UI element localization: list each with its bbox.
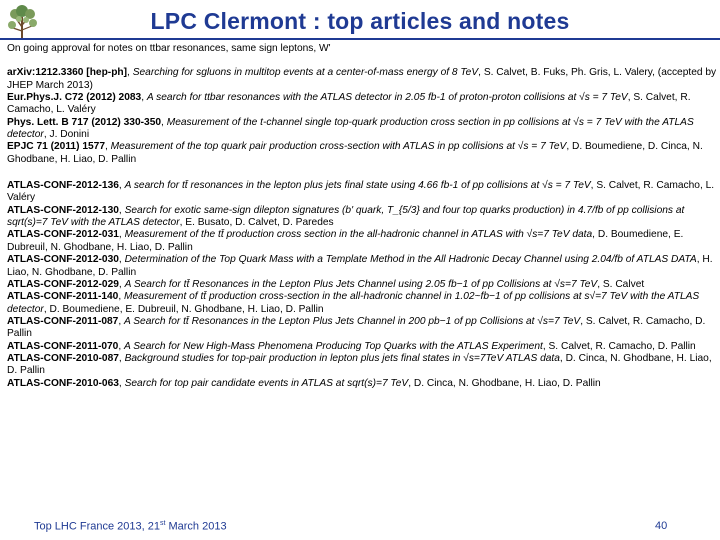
list-item: ATLAS-CONF-2010-063, Search for top pair candidate events in ATLAS at sqrt(s)=7 TeV, D. Cinca, N. Ghodbane, H. Liao, D. Pallin [7, 377, 601, 389]
list-item: ATLAS-CONF-2012-029, A Search for tt̄ Resonances in the Lepton Plus Jets Channel using 2.05 fb−1 of pp Collisions at √s=7 TeV, S. Calvet [7, 278, 645, 290]
list-item: ATLAS-CONF-2011-070, A Search for New High-Mass Phenomena Producing Top Quarks with the ATLAS Experiment, S. Calvet, R. Camacho, D. Pallin [7, 340, 696, 352]
list-item: EPJC 71 (2011) 1577, Measurement of the top quark pair production cross-section with ATLAS in pp collisions at √s = 7 TeV, D. Boumediene, D. Cinca, N. Ghodbane, H. Liao, D. Pallin [7, 141, 703, 165]
page-number: 40 [655, 520, 668, 532]
list-item: ATLAS-CONF-2012-130, Search for exotic same-sign dilepton signatures (b' quark, T_{5/3} and four top quarks production) in 4.7/fb of pp collisions at sqrt(s)=7 TeV with the ATLAS detector, E. Busato, D. Calvet, D. Paredes [7, 204, 685, 229]
articles-list [7, 67, 717, 166]
list-item: Phys. Lett. B 717 (2012) 330-350, Measurement of the t-channel single top-quark production cross section in pp collisions at √s = 7 TeV with the ATLAS detector, J. Donini [7, 116, 694, 141]
list-item: ATLAS-CONF-2012-030, Determination of the Top Quark Mass with a Template Method in the All Hadronic Decay Channel using 2.04/fb of ATLAS DATA, H. Liao, N. Ghodbane, D. Pallin [7, 254, 713, 278]
list-item: ATLAS-CONF-2011-087, A Search for tt̄ Resonances in the Lepton Plus Jets Channel in 200 pb−1 of pp Collisions at √s=7 TeV, S. Calvet, R. Camacho, D. Pallin [7, 315, 706, 340]
page-title: LPC Clermont : top articles and notes [150, 8, 570, 34]
title-divider [0, 38, 720, 40]
intro-text: On going approval for notes on ttbar resonances, same sign leptons, W' [7, 43, 331, 54]
list-item: ATLAS-CONF-2012-136, A search for tt̄ resonances in the lepton plus jets final state using 4.66 fb-1 of pp collisions at √s = 7 TeV, S. Calvet, R. Camacho, L. Valéry [7, 180, 715, 204]
list-item: arXiv:1212.3360 [hep-ph], Searching for sgluons in multitop events at a center-of-mass energy of 8 TeV, S. Calvet, B. Fuks, Ph. Gris, L. Valery, (accepted by JHEP March 2013) [7, 67, 717, 91]
list-item: Eur.Phys.J. C72 (2012) 2083, A search for ttbar resonances with the ATLAS detector in 2.05 fb-1 of proton-proton collisions at √s = 7 TeV, S. Calvet, R. Camacho, L. Valéry [7, 92, 691, 116]
list-item: ATLAS-CONF-2011-140, Measurement of tt̄ production cross-section in the all-hadronic channel in 1.02~fb−1 of pp collisions at s√=7 TeV with the ATLAS detector, D. Boumediene, E. Dubreuil, N. Ghodbane, H. Liao, D. Pallin [7, 291, 700, 315]
notes-list [7, 180, 717, 390]
content-body [7, 43, 717, 390]
footer-event: Top LHC France 2013, 21st March 2013 [34, 520, 227, 533]
list-item: ATLAS-CONF-2012-031, Measurement of the tt̄ production cross section in the all-hadronic channel in ATLAS with √s=7 TeV data, D. Boumediene, E. Dubreuil, N. Ghodbane, H. Liao, D. Pallin [7, 229, 684, 253]
list-item: ATLAS-CONF-2010-087, Background studies for top-pair production in lepton plus jets final states in √s=7TeV ATLAS data, D. Cinca, N. Ghodbane, H. Liao, D. Pallin [7, 352, 712, 377]
